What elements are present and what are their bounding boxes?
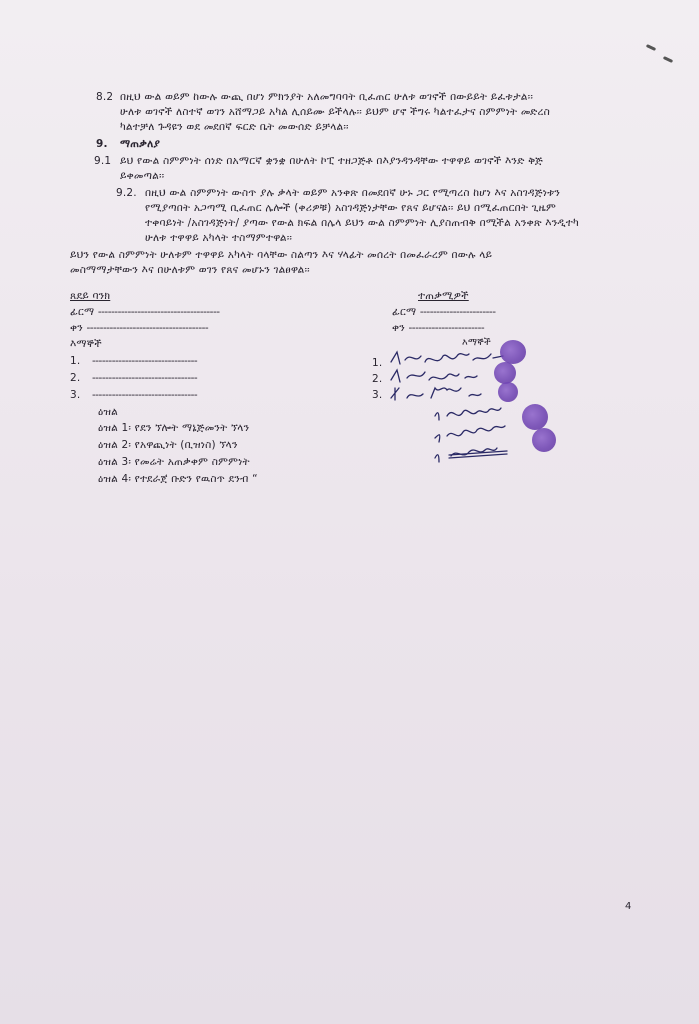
witness-dash: -------------------------------- (91, 372, 198, 384)
party-name-right: ተጠቃሚዎች (418, 290, 469, 302)
section-heading: ማጠቃለያ (120, 138, 161, 150)
witnesses-label-right: እማኞች (462, 337, 491, 348)
witness-dash: -------------------------------- (91, 355, 198, 367)
signature-scribble (391, 352, 503, 364)
closing-line: ይህን የውል ስምምነት ሁለቱም ተዋዋይ አካላት ባላቸው ስልጣን እና ሃላፊት መሰረት በመፈራረም በውሉ ላይ (70, 249, 493, 261)
witness-number: 2. (372, 373, 383, 385)
signature-scribble (391, 370, 477, 382)
fingerprint-stamp (522, 404, 548, 430)
signature-scribble (435, 408, 501, 420)
signature-label-right (392, 305, 496, 319)
signature-label: ፊርማ (392, 306, 417, 318)
attachment-item: ዕዝል 1፡ የደን ኘሎት ማኔጅመንት ኘላን (98, 422, 250, 434)
paragraph-line: በዚህ ውል ወይም ከውሉ ውጪ በሆነ ምክንያት አለመግባባት ቢፈጠር ሁለቱ ወገኖች በውይይት ይፈቱታል፡፡ (120, 91, 534, 103)
section-number: 9. (96, 138, 108, 150)
strike-through (449, 451, 507, 458)
signature-scribble (435, 426, 505, 442)
signature-label: ፊርማ (70, 306, 95, 318)
paragraph-line: በዚህ ውል ስምምነት ውስጥ ያሉ ቃላት ወይም አንቀጽ በመደበኛ ሁኑ ጋር የሚጣረስ ከሆነ እና አስገዳጅነቱን (145, 187, 561, 199)
paragraph-line: የሚያጣበት አጋጣሚ ቢፈጠር ሌሎች (ቀሪዎቹ) አስገዳጅነታቸው የጸና ይሆናል፡፡ ይህ በሚፈጠርበት ጊዜም (145, 202, 556, 214)
date-label-right (392, 321, 484, 335)
date-label: ቀን (392, 322, 405, 334)
paragraph-line: ይህ የውል ስምምነት ሰነድ በአማርኛ ቋንቋ በሁለት ኮፒ ተዘጋጅቶ በእያንዳንዳቸው ተዋዋይ ወገኖች እንድ ቅጅ (120, 155, 543, 167)
closing-line: መስማማታቸውን እና በሁለቱም ወገን የጸና መሆኑን ገልፀዋል፡፡ (70, 264, 310, 276)
paragraph-line: ተቀባይነት /አስገዳጅነት/ ያጣው የውል ክፍል በሌላ ይህን ውል ስምምነት ሊያስጠብቅ በሚችል አንቀጽ እንዲተካ (145, 217, 579, 229)
paragraph-line: ሁለቱ ወገኖች ለስተኛ ወገን አሸማጋይ አካል ሊሰይሙ ይችላሉ፡፡ ይህም ሆኖ ችግሩ ካልተፈታና ስምምነት መድረስ (120, 106, 550, 118)
signature-line: ----------------------- (419, 306, 496, 318)
witness-line (70, 371, 197, 385)
fingerprint-stamp (532, 428, 556, 452)
attachment-item: ዕዝል 4፡ የተደራጀ ቡድን የዉስጥ ደንብ “ (98, 473, 258, 485)
witness-line (70, 388, 197, 402)
witness-number: 2. (70, 372, 81, 384)
witness-number: 3. (70, 389, 81, 401)
witness-number: 1. (70, 355, 81, 367)
attachments-heading: ዕዝል (98, 406, 118, 418)
witnesses-label-left: እማኞች (70, 338, 102, 350)
witness-dash: -------------------------------- (91, 389, 198, 401)
date-line: ----------------------- (408, 322, 485, 334)
date-label: ቀን (70, 322, 83, 334)
signature-line: ------------------------------------- (97, 306, 220, 318)
paragraph-line: ካልተቻለ ጉዳዩን ወደ መደበኛ ፍርድ ቤት መውሰድ ይቻላል፡፡ (120, 121, 349, 133)
party-name-left: ጸደይ ባንክ (70, 290, 111, 302)
attachment-item: ዕዝል 3፡ የመሬት አጠቃቀም ስምምነት (98, 456, 250, 468)
paragraph-line: ይቀመጣል፡፡ (120, 170, 165, 182)
scan-mark (663, 56, 673, 63)
signature-label-left (70, 305, 220, 319)
page-number: 4 (625, 901, 632, 912)
paragraph-line: ሁለቱ ተዋዋይ አካላት ተስማምተዋል፡፡ (145, 232, 293, 244)
scan-mark (646, 44, 656, 51)
witness-line (70, 354, 197, 368)
section-number: 8.2 (96, 91, 114, 103)
attachment-item: ዕዝል 2፡ የአዋጪነት (ቢዝነስ) ኘላን (98, 439, 238, 451)
date-line: ------------------------------------- (86, 322, 209, 334)
fingerprint-stamp (494, 362, 516, 384)
date-label-left (70, 321, 208, 335)
witness-number: 3. (372, 389, 383, 401)
handwritten-signatures (385, 340, 585, 470)
section-number: 9.1 (94, 155, 112, 167)
fingerprint-stamp (498, 382, 518, 402)
fingerprint-stamp (500, 340, 526, 364)
signature-scribble (391, 388, 481, 400)
witness-number: 1. (372, 357, 383, 369)
section-number: 9.2. (116, 187, 137, 199)
